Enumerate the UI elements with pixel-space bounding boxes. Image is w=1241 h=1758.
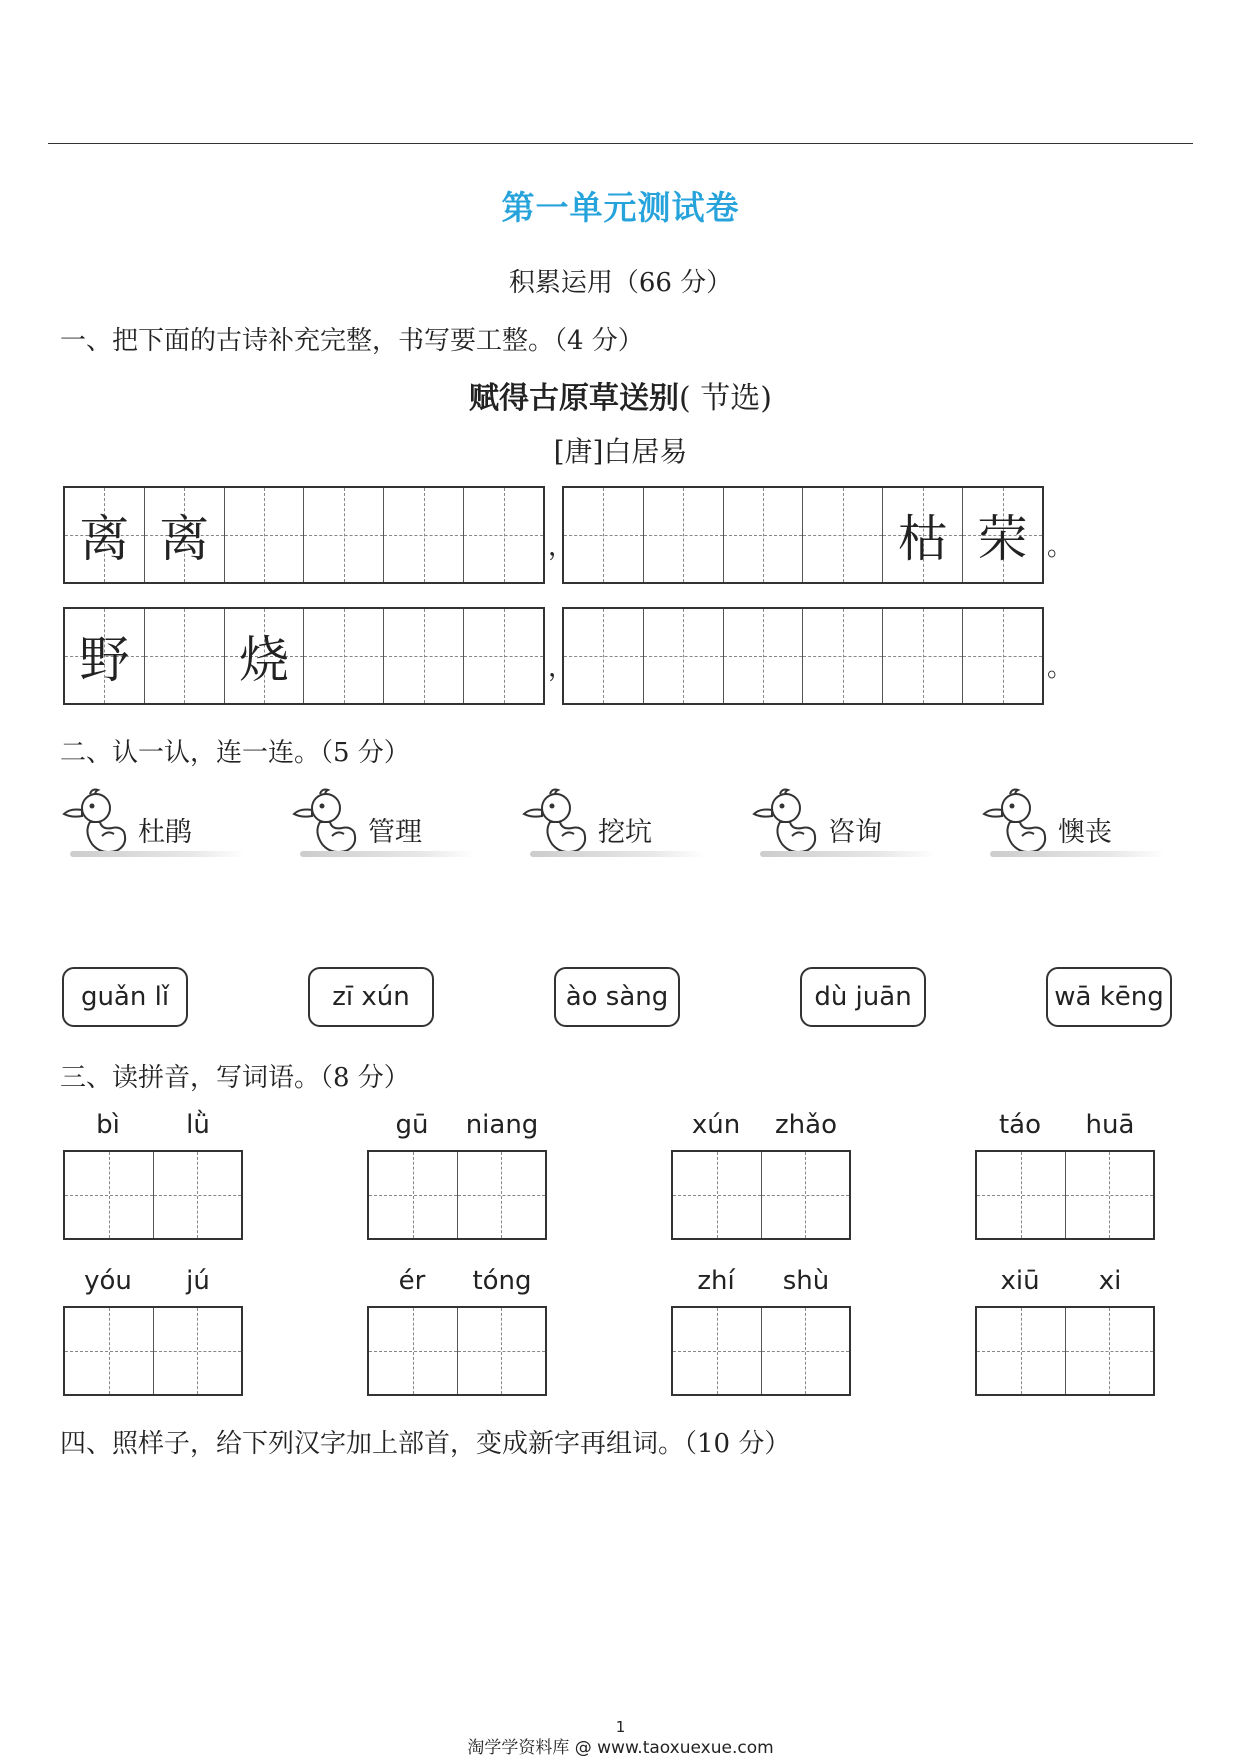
grid-cell[interactable]: 野 [65,609,145,703]
pinyin-labels: táo huā [998,1110,1135,1140]
comma: ， [548,653,575,683]
grid-cell[interactable] [644,488,724,582]
grid-cell[interactable] [225,488,305,582]
duck-word-text: 管理 [368,817,422,848]
duck-icon [980,786,1052,861]
question-3-prompt: 三、读拼音，写词语。（8 分） [60,1063,410,1093]
poem-line1-left-grid[interactable] [63,486,545,584]
grid-cell[interactable] [963,609,1042,703]
duck-word-text: 杜鹃 [138,817,192,848]
poem-title-note: ( 节选) [679,381,772,416]
duck-word-5[interactable] [980,786,1170,866]
grid-cell[interactable]: 离 [65,488,145,582]
grid-cell[interactable] [384,488,464,582]
grid-cell[interactable]: 烧 [225,609,305,703]
duck-icon [750,786,822,861]
duck-word-text: 懊丧 [1058,817,1112,848]
poem-line2-left-grid[interactable] [63,607,545,705]
duck-icon [60,786,132,861]
duck-word-1[interactable] [60,786,250,866]
grid-cell[interactable] [464,488,543,582]
writing-box[interactable] [671,1150,851,1240]
grid-cell[interactable] [564,488,644,582]
duck-shadow [990,851,1165,857]
duck-word-text: 挖坑 [598,817,652,848]
duck-word-2[interactable] [290,786,480,866]
poem-title-text: 赋得古原草送别 [469,381,680,416]
grid-cell[interactable] [304,488,384,582]
pinyin-labels: xún zhǎo [691,1110,837,1140]
grid-cell[interactable]: 枯 [883,488,963,582]
pinyin-labels: yóu jú [84,1266,210,1296]
grid-cell[interactable]: 荣 [963,488,1042,582]
question-4-prompt: 四、照样子，给下列汉字加上部首，变成新字再组词。（10 分） [60,1429,791,1459]
writing-box[interactable] [671,1306,851,1396]
pinyin-option-1[interactable]: guǎn lǐ [62,967,188,1027]
poem-title [0,373,1241,417]
poem-line1-right-grid[interactable] [562,486,1044,584]
writing-box[interactable] [367,1150,547,1240]
grid-cell[interactable] [304,609,384,703]
grid-cell[interactable] [464,609,543,703]
pinyin-labels: zhí shù [697,1266,830,1296]
period: 。 [1047,532,1074,562]
duck-icon [290,786,362,861]
grid-cell[interactable] [803,488,883,582]
poem-line2-right-grid[interactable] [562,607,1044,705]
duck-word-3[interactable] [520,786,710,866]
grid-cell[interactable] [724,488,804,582]
pinyin-labels: xiū xi [1000,1266,1122,1296]
grid-cell[interactable] [145,609,225,703]
writing-box[interactable] [63,1306,243,1396]
pinyin-option-2[interactable]: zī xún [308,967,434,1027]
question-1-prompt: 一、把下面的古诗补充完整，书写要工整。（4 分） [60,326,644,356]
footer-source: 淘学学资料库 @ www.taoxuexue.com [467,1738,774,1758]
writing-box[interactable] [975,1150,1155,1240]
pinyin-option-4[interactable]: dù juān [800,967,926,1027]
writing-box[interactable] [975,1306,1155,1396]
page-number: 1 [615,1718,626,1736]
comma: ， [548,532,575,562]
duck-word-text: 咨询 [828,817,882,848]
grid-cell[interactable] [384,609,464,703]
period: 。 [1047,653,1074,683]
duck-word-4[interactable] [750,786,940,866]
writing-box[interactable] [63,1150,243,1240]
section-subtitle: 积累运用（66 分） [508,268,733,298]
pinyin-option-3[interactable]: ào sàng [554,967,680,1027]
question-2-prompt: 二、认一认，连一连。（5 分） [60,738,410,768]
header-rule [48,143,1193,144]
duck-shadow [760,851,935,857]
duck-shadow [300,851,475,857]
grid-cell[interactable] [564,609,644,703]
duck-icon [520,786,592,861]
grid-cell[interactable] [883,609,963,703]
grid-cell[interactable]: 离 [145,488,225,582]
writing-box[interactable] [367,1306,547,1396]
poem-author: [唐]白居易 [553,435,688,468]
pinyin-option-5[interactable]: wā kēng [1046,967,1172,1027]
grid-cell[interactable] [724,609,804,703]
duck-shadow [70,851,245,857]
pinyin-labels: ér tóng [398,1266,532,1296]
page-title: 第一单元测试卷 [501,188,740,227]
pinyin-labels: gū niang [395,1110,539,1140]
duck-shadow [530,851,705,857]
pinyin-labels: bì lǜ [96,1110,210,1140]
grid-cell[interactable] [644,609,724,703]
grid-cell[interactable] [803,609,883,703]
